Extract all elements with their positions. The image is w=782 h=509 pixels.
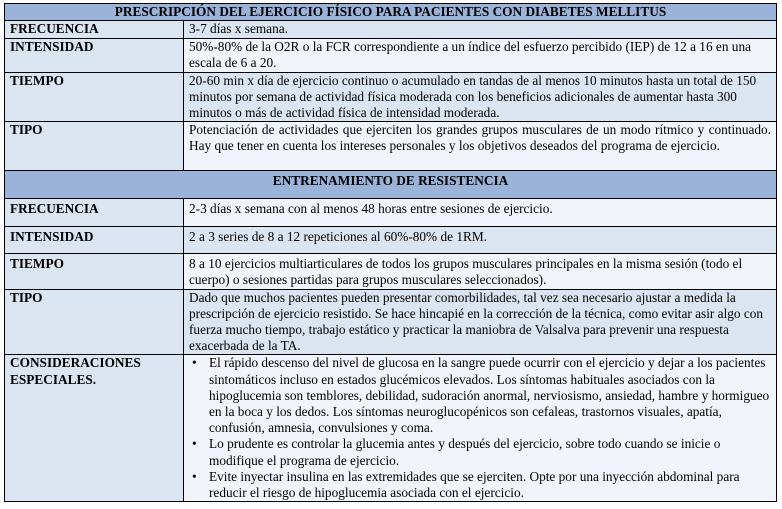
special-considerations-list-cell — [184, 355, 777, 502]
table-row — [5, 289, 777, 355]
row-value: Dado que muchos pacientes pueden presentar comorbilidades, tal vez sea necesario ajustar a medida la prescripción de ejercicio resistido. Se hace hincapié en la corrección de la técnica, como evitar asir algo con fuerza mucho tiempo, trabajo estático y practicar la maniobra de Valsalva para prevenir una respuesta exacerbada de la TA. — [184, 289, 777, 355]
bullet-icon: • — [192, 436, 197, 452]
row-value: 8 a 10 ejercicios multiarticulares de todos los grupos musculares principales en la misma sesión (todo el cuerpo) o sesiones partidas para grupos musculares seleccionados). — [184, 254, 777, 289]
table-row — [5, 39, 777, 72]
table-row — [5, 199, 777, 227]
section-header-aerobic — [5, 4, 777, 21]
table-row — [5, 227, 777, 254]
row-label: INTENSIDAD — [5, 39, 184, 72]
list-item — [192, 436, 771, 468]
table-row — [5, 254, 777, 289]
exercise-prescription-table — [4, 3, 777, 502]
row-label: FRECUENCIA — [5, 199, 184, 227]
section-header-resistance — [5, 171, 777, 199]
row-label: FRECUENCIA — [5, 21, 184, 39]
list-item-text: El rápido descenso del nivel de glucosa en la sangre puede ocurrir con el ejercicio y dejar a los pacientes sintomáticos incluso en estados glucémicos elevados. Los síntomas habituales asociados con la hipoglucemia son temblores, debilidad, sudoración anormal, nerviosismo, ansiedad, hambre y hormigueo en la boca y los dedos. Los síntomas neuroglucopénicos son cefaleas, trastornos visuales, apatía, confusión, amnesia, convulsiones y coma. — [209, 355, 770, 436]
row-value: 2-3 días x semana con al menos 48 horas entre sesiones de ejercicio. — [184, 199, 777, 227]
table-row — [5, 122, 777, 171]
row-value: Potenciación de actividades que ejerciten los grandes grupos musculares de un modo rítmico y continuado. Hay que tener en cuenta los intereses personales y los objetivos deseados del programa de ejercicio. — [184, 122, 777, 171]
table-row — [5, 21, 777, 39]
table-row-special — [5, 355, 777, 502]
bullet-icon: • — [192, 468, 197, 484]
row-value: 50%-80% de la O2R o la FCR correspondiente a un índice del esfuerzo percibido (IEP) de 12 a 16 en una escala de 6 a 20. — [184, 39, 777, 72]
row-label: TIPO — [5, 289, 184, 355]
bullet-list — [189, 355, 771, 501]
list-item-text: Lo prudente es controlar la glucemia antes y después del ejercicio, sobre todo cuando se inicie o modifique el programa de ejercicio. — [209, 436, 721, 468]
row-label: TIEMPO — [5, 72, 184, 122]
row-label: TIPO — [5, 122, 184, 171]
row-label: TIEMPO — [5, 254, 184, 289]
row-value: 20-60 min x día de ejercicio continuo o acumulado en tandas de al menos 10 minutos hasta un total de 150 minutos por semana de actividad física moderada con los beneficios adicionales de aumentar hasta 300 minutos o más de actividad física de intensidad moderada. — [184, 72, 777, 122]
table-row — [5, 72, 777, 122]
list-item-text: Evite inyectar insulina en las extremidades que se ejerciten. Opte por una inyección abdominal para reducir el riesgo de hipoglucemia asociada con el ejercicio. — [209, 468, 740, 501]
row-label: INTENSIDAD — [5, 227, 184, 254]
row-label: CONSIDERACIONES ESPECIALES. — [5, 355, 184, 502]
row-value: 3-7 días x semana. — [184, 21, 777, 39]
list-item — [192, 355, 771, 436]
list-item — [192, 468, 771, 501]
row-value: 2 a 3 series de 8 a 12 repeticiones al 60%-80% de 1RM. — [184, 227, 777, 254]
bullet-icon: • — [192, 355, 197, 371]
section-title-resistance: ENTRENAMIENTO DE RESISTENCIA — [5, 171, 777, 199]
section-title-aerobic: PRESCRIPCIÓN DEL EJERCICIO FÍSICO PARA PACIENTES CON DIABETES MELLITUS — [5, 4, 777, 21]
